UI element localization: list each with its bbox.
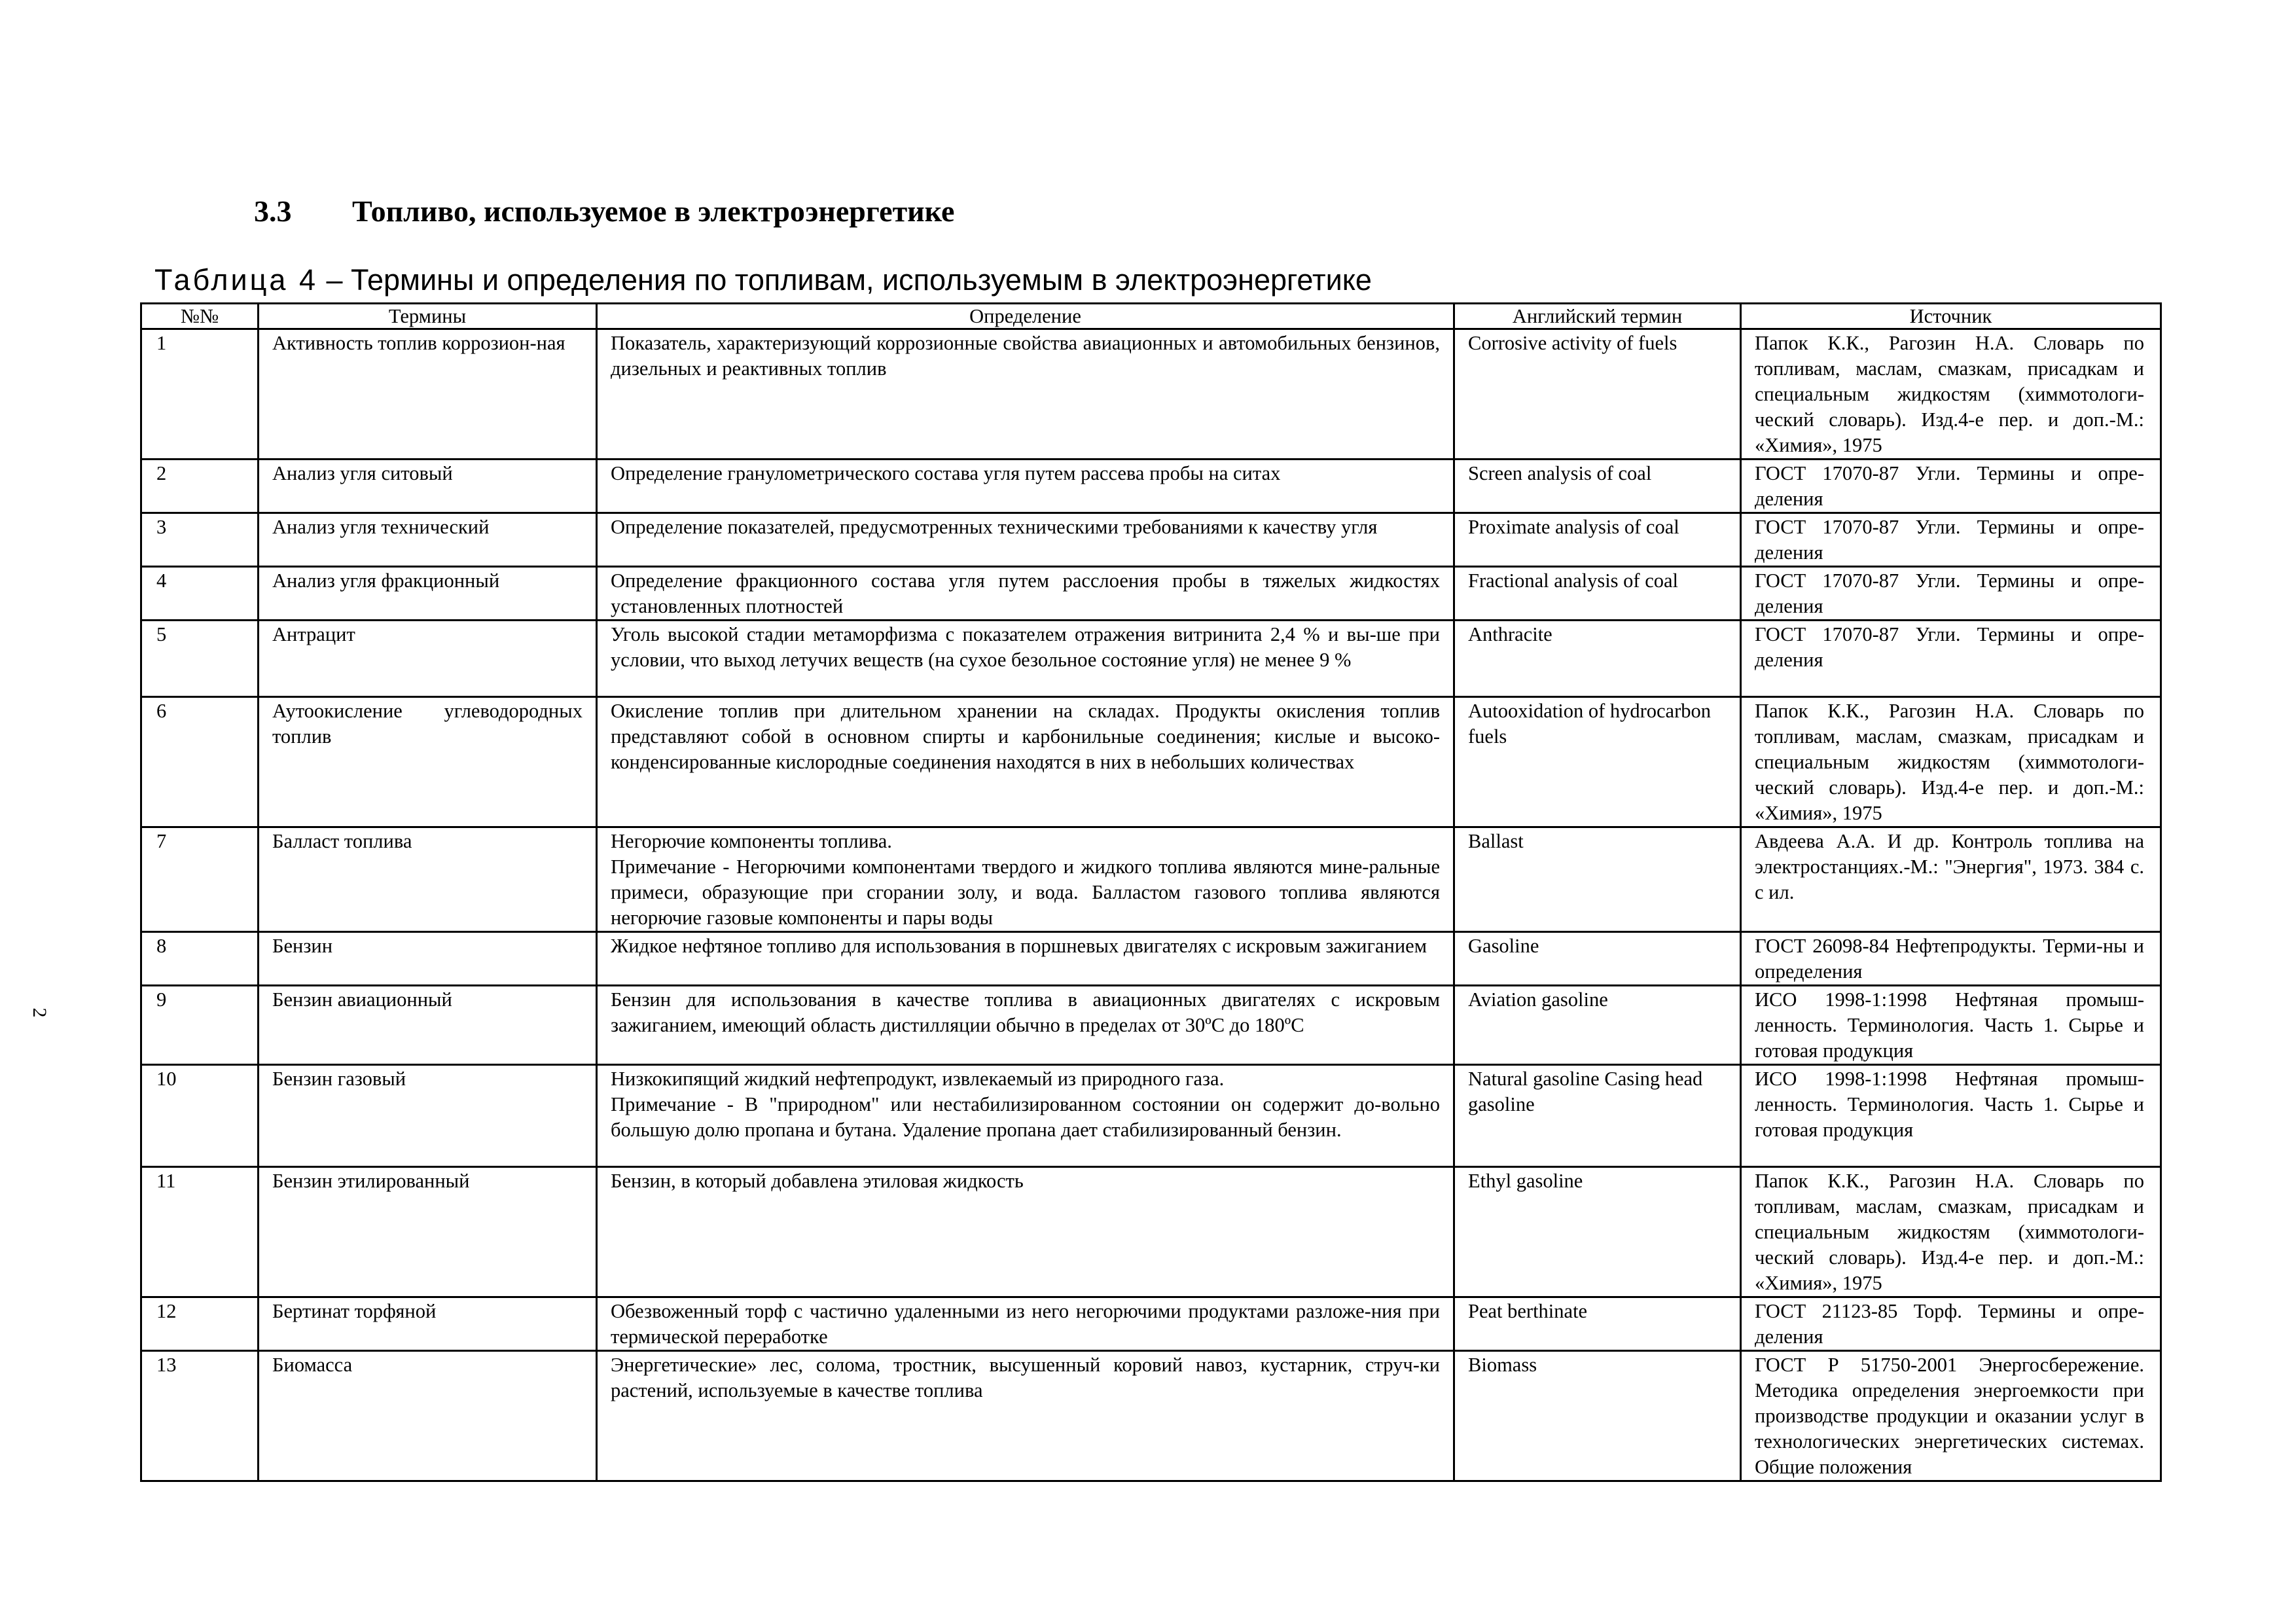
row-term: Бензин авиационный — [259, 986, 597, 1065]
row-english-term: Corrosive activity of fuels — [1454, 329, 1741, 460]
terms-table — [140, 302, 2162, 1482]
row-number: 5 — [141, 621, 259, 697]
header-definition: Определение — [597, 304, 1454, 329]
row-term: Бензин газовый — [259, 1065, 597, 1167]
row-english-term: Natural gasoline Casing head gasoline — [1454, 1065, 1741, 1167]
row-term: Бертинат торфяной — [259, 1297, 597, 1351]
row-term: Анализ угля технический — [259, 513, 597, 567]
row-number: 8 — [141, 932, 259, 986]
header-number: №№ — [141, 304, 259, 329]
row-source: ГОСТ 26098-84 Нефтепродукты. Терми-ны и определения — [1741, 932, 2161, 986]
row-english-term: Biomass — [1454, 1351, 1741, 1481]
row-number: 7 — [141, 827, 259, 932]
row-definition: Определение фракционного состава угля путем расслоения пробы в тяжелых жидкостях установленных плотностей — [597, 567, 1454, 621]
row-number: 3 — [141, 513, 259, 567]
row-number: 4 — [141, 567, 259, 621]
table-row — [141, 567, 2161, 621]
row-english-term: Ballast — [1454, 827, 1741, 932]
row-english-term: Autooxidation of hydrocarbon fuels — [1454, 697, 1741, 827]
row-source: ИСО 1998-1:1998 Нефтяная промыш-ленность. Терминология. Часть 1. Сырье и готовая продукция — [1741, 986, 2161, 1065]
row-number: 9 — [141, 986, 259, 1065]
row-term: Бензин — [259, 932, 597, 986]
table-row — [141, 697, 2161, 827]
row-number: 11 — [141, 1167, 259, 1297]
row-term: Анализ угля ситовый — [259, 460, 597, 513]
row-source: ГОСТ 17070-87 Угли. Термины и опре-деления — [1741, 513, 2161, 567]
row-source: ГОСТ 17070-87 Угли. Термины и опре-деления — [1741, 460, 2161, 513]
row-definition: Показатель, характеризующий коррозионные свойства авиационных и автомобильных бензинов, дизельных и реактивных топлив — [597, 329, 1454, 460]
row-definition: Обезвоженный торф с частично удаленными из него негорючими продуктами разложе-ния при термической переработке — [597, 1297, 1454, 1351]
row-source: ГОСТ 17070-87 Угли. Термины и опре-деления — [1741, 567, 2161, 621]
row-source: Папок К.К., Рагозин Н.А. Словарь по топливам, маслам, смазкам, присадкам и специальным жидкостям (химмотологи-ческий словарь). Изд.4-е пер. и доп.-М.: «Химия», 1975 — [1741, 1167, 2161, 1297]
header-term: Термины — [259, 304, 597, 329]
row-number: 2 — [141, 460, 259, 513]
table-row — [141, 932, 2161, 986]
row-source: Авдеева А.А. И др. Контроль топлива на электростанциях.-М.: "Энергия", 1973. 384 с. с ил. — [1741, 827, 2161, 932]
row-term: Балласт топлива — [259, 827, 597, 932]
table-row — [141, 1351, 2161, 1481]
row-definition: Определение гранулометрического состава угля путем рассева пробы на ситах — [597, 460, 1454, 513]
row-term: Аутоокисление углеводородных топлив — [259, 697, 597, 827]
page-number: 2 — [29, 1007, 50, 1018]
row-definition: Окисление топлив при длительном хранении на складах. Продукты окисления топлив представляют собой в основном спирты и карбонильные соединения; кислые и высоко-конденсированные кислородные соединения находятся в них в небольших количествах — [597, 697, 1454, 827]
table-caption — [154, 263, 1372, 297]
section-heading — [254, 194, 954, 228]
row-definition: Уголь высокой стадии метаморфизма с показателем отражения витринита 2,4 % и вы-ше при условии, что выход летучих веществ (на сухое безольное состояние угля) не менее 9 % — [597, 621, 1454, 697]
row-term: Бензин этилированный — [259, 1167, 597, 1297]
table-row — [141, 1167, 2161, 1297]
row-term: Биомасса — [259, 1351, 597, 1481]
row-english-term: Anthracite — [1454, 621, 1741, 697]
row-source: ГОСТ Р 51750-2001 Энергосбережение. Методика определения энергоемкости при производстве продукции и оказании услуг в технологических энергетических системах. Общие положения — [1741, 1351, 2161, 1481]
row-source: ГОСТ 21123-85 Торф. Термины и опре-деления — [1741, 1297, 2161, 1351]
row-definition: Бензин, в который добавлена этиловая жидкость — [597, 1167, 1454, 1297]
row-term: Анализ угля фракционный — [259, 567, 597, 621]
row-source: ИСО 1998-1:1998 Нефтяная промыш-ленность. Терминология. Часть 1. Сырье и готовая продукция — [1741, 1065, 2161, 1167]
row-english-term: Peat berthinate — [1454, 1297, 1741, 1351]
table-row — [141, 513, 2161, 567]
row-english-term: Screen analysis of coal — [1454, 460, 1741, 513]
row-english-term: Ethyl gasoline — [1454, 1167, 1741, 1297]
row-number: 10 — [141, 1065, 259, 1167]
row-term: Активность топлив коррозион-ная — [259, 329, 597, 460]
row-definition: Бензин для использования в качестве топлива в авиационных двигателях с искровым зажиганием, имеющий область дистилляции обычно в пределах от 30ºС до 180ºС — [597, 986, 1454, 1065]
table-caption-text: – Термины и определения по топливам, используемым в электроэнергетике — [326, 263, 1372, 297]
row-number: 6 — [141, 697, 259, 827]
row-source: Папок К.К., Рагозин Н.А. Словарь по топливам, маслам, смазкам, присадкам и специальным жидкостям (химмотологи-ческий словарь). Изд.4-е пер. и доп.-М.: «Химия», 1975 — [1741, 329, 2161, 460]
row-source: Папок К.К., Рагозин Н.А. Словарь по топливам, маслам, смазкам, присадкам и специальным жидкостям (химмотологи-ческий словарь). Изд.4-е пер. и доп.-М.: «Химия», 1975 — [1741, 697, 2161, 827]
table-row — [141, 827, 2161, 932]
table-row — [141, 1297, 2161, 1351]
row-english-term: Gasoline — [1454, 932, 1741, 986]
table-header-row — [141, 304, 2161, 329]
row-number: 12 — [141, 1297, 259, 1351]
row-english-term: Aviation gasoline — [1454, 986, 1741, 1065]
table-caption-label: Таблица 4 — [154, 263, 318, 297]
row-number: 1 — [141, 329, 259, 460]
header-source: Источник — [1741, 304, 2161, 329]
row-english-term: Fractional analysis of coal — [1454, 567, 1741, 621]
section-number: 3.3 — [254, 194, 292, 228]
row-source: ГОСТ 17070-87 Угли. Термины и опре-деления — [1741, 621, 2161, 697]
row-definition: Низкокипящий жидкий нефтепродукт, извлекаемый из природного газа. Примечание - В "природном" или нестабилизированном состоянии он содержит до-вольно большую долю пропана и бутана. Удаление пропана дает стабилизированный бензин. — [597, 1065, 1454, 1167]
row-definition: Жидкое нефтяное топливо для использования в поршневых двигателях с искровым зажиганием — [597, 932, 1454, 986]
table-row — [141, 329, 2161, 460]
row-english-term: Proximate analysis of coal — [1454, 513, 1741, 567]
table-row — [141, 621, 2161, 697]
table-row — [141, 1065, 2161, 1167]
row-definition: Негорючие компоненты топлива. Примечание - Негорючими компонентами твердого и жидкого топлива являются мине-ральные примеси, образующие при сгорании золу, и вода. Балластом газового топлива являются негорючие газовые компоненты и пары воды — [597, 827, 1454, 932]
row-number: 13 — [141, 1351, 259, 1481]
section-title: Топливо, используемое в электроэнергетике — [352, 194, 955, 228]
row-term: Антрацит — [259, 621, 597, 697]
header-english-term: Английский термин — [1454, 304, 1741, 329]
row-definition: Энергетические» лес, солома, тростник, высушенный коровий навоз, кустарник, струч-ки растений, используемые в качестве топлива — [597, 1351, 1454, 1481]
table-row — [141, 986, 2161, 1065]
table-row — [141, 460, 2161, 513]
row-definition: Определение показателей, предусмотренных техническими требованиями к качеству угля — [597, 513, 1454, 567]
